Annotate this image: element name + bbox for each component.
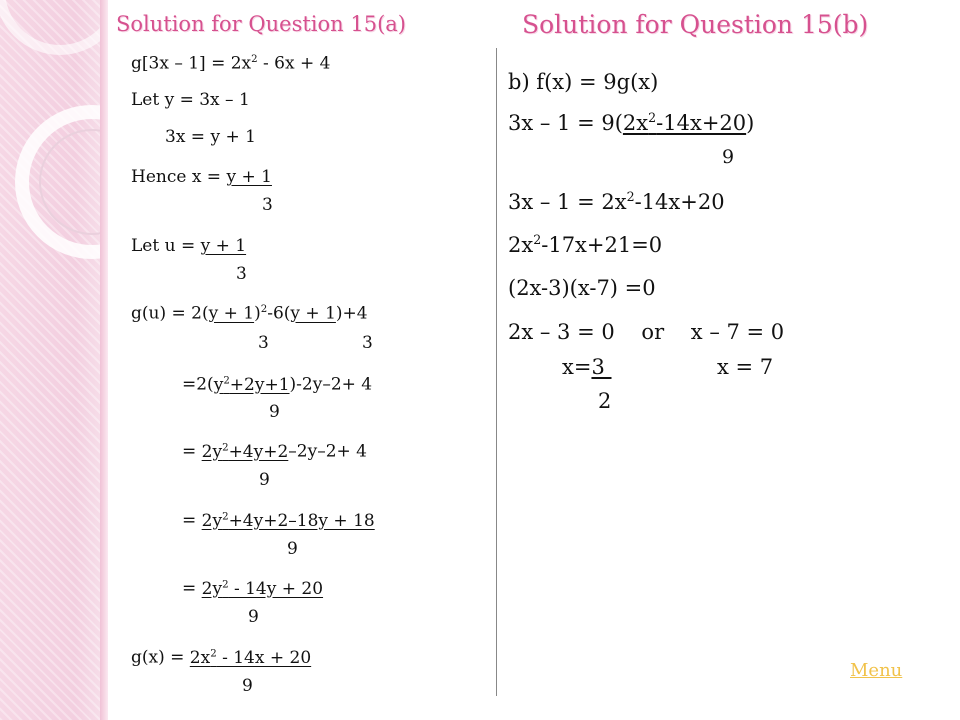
- step-line: x=3: [562, 355, 612, 379]
- step-line: 3x = y + 1: [165, 127, 256, 147]
- step-line: $g(u) = 2(y + 1)^2-6(y + 1)+4$: [131, 303, 368, 324]
- denominator: 9: [248, 607, 259, 627]
- step-line: = $2y^2 - 14y + 20$: [182, 578, 324, 599]
- denominator: 9: [287, 539, 298, 559]
- menu-link[interactable]: Menu: [850, 660, 903, 681]
- step-line: $3x - 1 = 9(2x^2-14x+20)$: [508, 110, 755, 135]
- step-line: = $2y^2+4y+2-18y + 18$: [182, 510, 375, 531]
- step-line: Hence x = y + 1: [131, 167, 272, 187]
- decorative-rings: [0, 0, 108, 720]
- denominator: 9: [722, 146, 735, 168]
- step-line: $2x^2-17x+21=0$: [508, 232, 663, 257]
- denominator: 3: [362, 333, 373, 353]
- denominator: 3: [258, 333, 269, 353]
- denominator: 3: [236, 264, 247, 284]
- step-line: $g[3x - 1] = 2x^2 - 6x + 4$: [131, 53, 331, 74]
- denominator: 9: [269, 402, 280, 422]
- step-line: Let y = 3x – 1: [131, 90, 250, 110]
- title-question-15b: Solution for Question 15(b): [522, 10, 869, 39]
- decorative-band: [0, 0, 108, 720]
- step-line: x = 7: [717, 355, 774, 379]
- column-divider: [496, 48, 497, 696]
- step-line: Let u = y + 1: [131, 236, 247, 256]
- step-line: $3x - 1 = 2x^2-14x+20$: [508, 189, 725, 214]
- denominator: 9: [242, 676, 253, 696]
- step-line: $=2(y^2+2y+1)-2y-2+ 4$: [182, 374, 373, 395]
- step-line: (2x-3)(x-7) =0: [508, 276, 656, 300]
- denominator: 9: [259, 470, 270, 490]
- step-line: $g(x) = 2x^2 - 14x + 20$: [131, 647, 312, 668]
- step-line: = $2y^2+4y+2-2y-2+ 4$: [182, 441, 367, 462]
- step-line: b) f(x) = 9g(x): [508, 70, 659, 94]
- denominator: 3: [262, 195, 273, 215]
- denominator: 2: [598, 389, 612, 413]
- title-question-15a: Solution for Question 15(a): [116, 12, 406, 36]
- step-line: 2x – 3 = 0 or x – 7 = 0: [508, 320, 785, 344]
